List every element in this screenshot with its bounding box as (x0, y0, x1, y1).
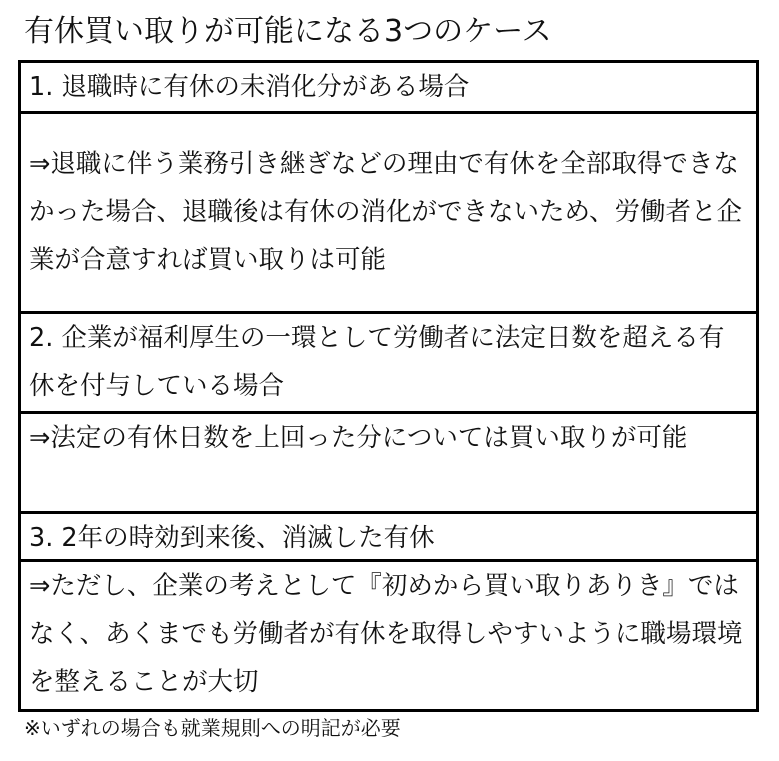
case-2-explanation: ⇒法定の有休日数を上回った分については買い取りが可能 (21, 411, 756, 511)
page-title: 有休買い取りが可能になる3つのケース (24, 14, 552, 49)
cases-table (18, 60, 759, 712)
case-1-explanation: ⇒退職に伴う業務引き継ぎなどの理由で有休を全部取得できなかった場合、退職後は有休の消化ができないため、労働者と企業が合意すれば買い取りは可能 (21, 111, 756, 311)
case-2-heading: 2. 企業が福利厚生の一環として労働者に法定日数を超える有休を付与している場合 (21, 311, 756, 411)
footnote: ※いずれの場合も就業規則への明記が必要 (24, 716, 401, 740)
case-1-heading: 1. 退職時に有休の未消化分がある場合 (29, 72, 470, 102)
case-3-heading: 3. 2年の時効到来後、消滅した有休 (21, 511, 756, 559)
case-3-explanation: ⇒ただし、企業の考えとして『初めから買い取りありき』ではなく、あくまでも労働者が有休を取得しやすいように職場環境を整えることが大切 (21, 559, 756, 709)
